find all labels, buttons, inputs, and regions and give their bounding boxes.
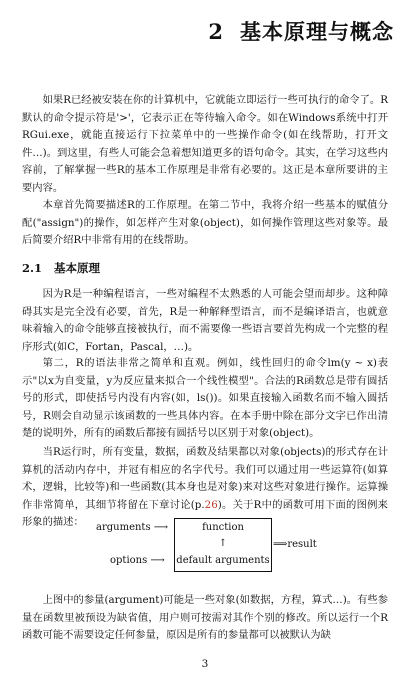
page-number: 3 (201, 658, 209, 670)
function-box (174, 518, 272, 572)
chapter-heading (208, 16, 394, 46)
section-paragraph-3-start: 当R运行时，所有变量，数据，函数及结果都以对象(objects)的形式存在计算机的活动内存中，并冠有相应的名字代号。我们可以通过用一些运算符(如算术，逻辑，比较等)和一些函数(其本身也是对象)来对这些对象进行操作。运算操作非常简单，其细节将留在下章讨论(p. (22, 446, 388, 511)
page-reference-link[interactable]: 26 (204, 498, 218, 511)
section-heading (22, 260, 100, 276)
chapter-title-text: 基本原理与概念 (240, 19, 394, 44)
up-arrow-icon: ↑ (218, 538, 228, 549)
section-paragraph-1: 因为R是一种编程语言，一些对编程不太熟悉的人可能会望而却步。这种障碍其实是完全没有必要，首先，R是一种解释型语言，而不是编译语言，也就意味着输入的命令能够直接被执行，而不需要像一些语言要首先构成一个完整的程序形式(如C，Fortan，Pascal，…)。 (22, 288, 388, 353)
arguments-label: arguments ⟶ (96, 522, 169, 533)
section-paragraph-3-end: )。关于R中的函数可用下面的图例来形象的描述： (22, 498, 388, 529)
section-title-text: 基本原理 (54, 261, 101, 275)
options-label: options ⟶ (110, 555, 165, 566)
section-paragraph-2: 第二，R的语法非常之简单和直观。例如，线性回归的命令lm(y ~ x)表示"以x为自变量，y为反应量来拟合一个线性模型"。合法的R函数总是带有圆括号的形式，即使括号内没有内容(如，ls())。如果直接输入函数名而不输入圆括号，R则会自动显示该函数的一些具体内容。在本手册中除在部分文字已作出清楚的说明外，所有的函数后都接有圆括号以区别于对象(object)。 (22, 357, 388, 440)
chapter-number: 2 (208, 19, 224, 44)
intro-paragraph-2: 本章首先简要描述R的工作原理。在第二节中，我将介绍一些基本的赋值分配("assign")的操作，如怎样产生对象(object)，如何操作管理这些对象等。最后简要介绍R中非常有用的在线帮助。 (22, 199, 388, 247)
intro-paragraph-1: 如果R已经被安装在你的计算机中，它就能立即运行一些可执行的命令了。R默认的命令提示符是'>'，它表示正在等待输入命令。如在Windows系统中打开RGui.exe，就能直接运行下拉菜单中的一些操作命令(如在线帮助，打开文件…)。到这里，有些人可能会急着想知道更多的语句命令。其实，在学习这些内容前，了解掌握一些R的基本工作原理是非常有必要的。这正是本章所要讲的主要内容。 (22, 94, 388, 194)
section-paragraph-4: 上图中的参量(argument)可能是一些对象(如数据，方程，算式…)。有些参量在函数里被预设为缺省值，用户则可按需对其作个别的修改。所以运行一个R函数可能不需要设定任何参量，原因是所有的参量都可以被默认为缺 (22, 594, 388, 642)
section-number: 2.1 (22, 261, 43, 275)
function-box-title: function (202, 522, 244, 533)
result-label: ⟹result (273, 539, 317, 550)
function-diagram (0, 518, 410, 576)
default-arguments-label: default arguments (176, 555, 270, 566)
